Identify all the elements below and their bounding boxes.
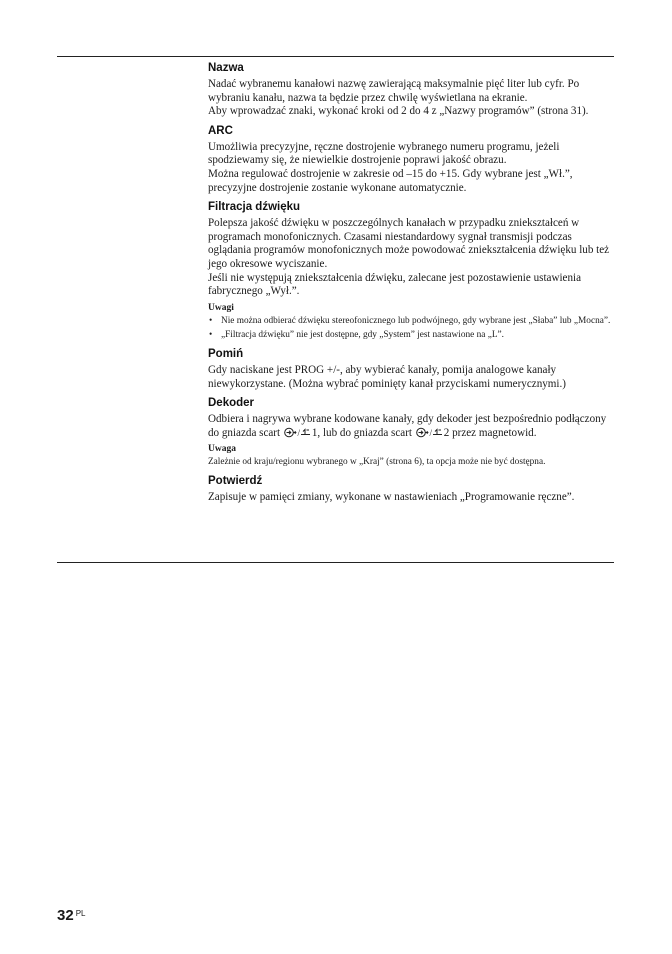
section-nazwa: [208, 61, 614, 119]
section-arc: [208, 124, 614, 195]
page-number-value: 32: [57, 907, 74, 924]
section-filtracja: [208, 200, 614, 342]
note-item: • Nie można odbierać dźwięku stereofonicznego lub podwójnego, gdy wybrane jest „Słaba” lub „Mocna”.: [208, 316, 614, 328]
section-pomin: [208, 347, 614, 391]
svg-text:/: /: [429, 427, 432, 438]
dekoder-text-b: 1, lub do gniazda scart: [311, 426, 412, 439]
section-text: [208, 413, 614, 440]
section-heading: Dekoder: [208, 397, 255, 410]
dekoder-text-c: 2 przez magnetowid.: [443, 426, 537, 439]
dekoder-text-a: Odbiera i nagrywa wybrane kodowane kanały, gdy dekoder jest bezpośrednio podłączony do gniazda scart: [208, 413, 607, 439]
section-heading: Filtracja dźwięku: [208, 201, 301, 214]
section-text: Gdy naciskane jest PROG +/-, aby wybierać kanały, pomija analogowe kanały niewykorzystane. (Można wybrać pominięty kanał przyciskami numerycznymi.): [208, 363, 566, 390]
section-heading: Potwierdź: [208, 474, 263, 487]
section-dekoder: [208, 396, 614, 469]
section-text: Można regulować dostrojenie w zakresie od –15 do +15. Gdy wybrane jest „Wł.”, precyzyjne dostrojenie zostanie wykonane automatycznie.: [208, 167, 573, 194]
note-item: • „Filtracja dźwięku” nie jest dostępne, gdy „System” jest nastawione na „L”.: [208, 330, 614, 342]
svg-text:/: /: [297, 427, 300, 438]
content-column: [208, 61, 614, 509]
page-number: [57, 907, 85, 925]
section-text: Jeśli nie występują zniekształcenia dźwięku, zalecane jest pozostawienie ustawienia fabrycznego „Wył.”.: [208, 271, 582, 298]
notes-heading: Uwagi: [208, 302, 234, 313]
section-potwierdz: [208, 474, 614, 505]
scart-socket-icon: [416, 427, 443, 438]
section-heading: Pomiń: [208, 347, 244, 360]
top-rule: [57, 56, 614, 57]
notes-list: [208, 316, 614, 342]
section-text: Umożliwia precyzyjne, ręczne dostrojenie wybranego numeru programu, jeżeli spodziewamy się, że niewielkie dostrojenie poprawi jakość obrazu.: [208, 140, 560, 167]
section-text: Nadać wybranemu kanałowi nazwę zawierającą maksymalnie pięć liter lub cyfr. Po wybraniu kanału, nazwa ta będzie przez chwilę wyświetlana na ekranie.: [208, 78, 580, 104]
note-heading: Uwaga: [208, 444, 236, 455]
section-heading: ARC: [208, 124, 233, 137]
section-text: Aby wprowadzać znaki, wykonać kroki od 2 do 4 z „Nazwy programów” (strona 31).: [208, 105, 589, 118]
bottom-rule: [57, 562, 614, 563]
note-text: Zależnie od kraju/regionu wybranego w „Kraj” (strona 6), ta opcja może nie być dostępna.: [208, 457, 546, 468]
scart-socket-icon: [284, 427, 311, 438]
page-language: PL: [75, 909, 86, 918]
section-text: Zapisuje w pamięci zmiany, wykonane w nastawieniach „Programowanie ręczne”.: [208, 490, 575, 503]
section-text: Polepsza jakość dźwięku w poszczególnych kanałach w przypadku zniekształceń w programach monofonicznych. Czasami niestandardowy sygnał transmisji podczas oglądania programów monofonicznych może powodować zniekształcenia dźwięku lub też jego okresowe wyciszanie.: [208, 217, 610, 270]
section-heading: Nazwa: [208, 62, 244, 74]
